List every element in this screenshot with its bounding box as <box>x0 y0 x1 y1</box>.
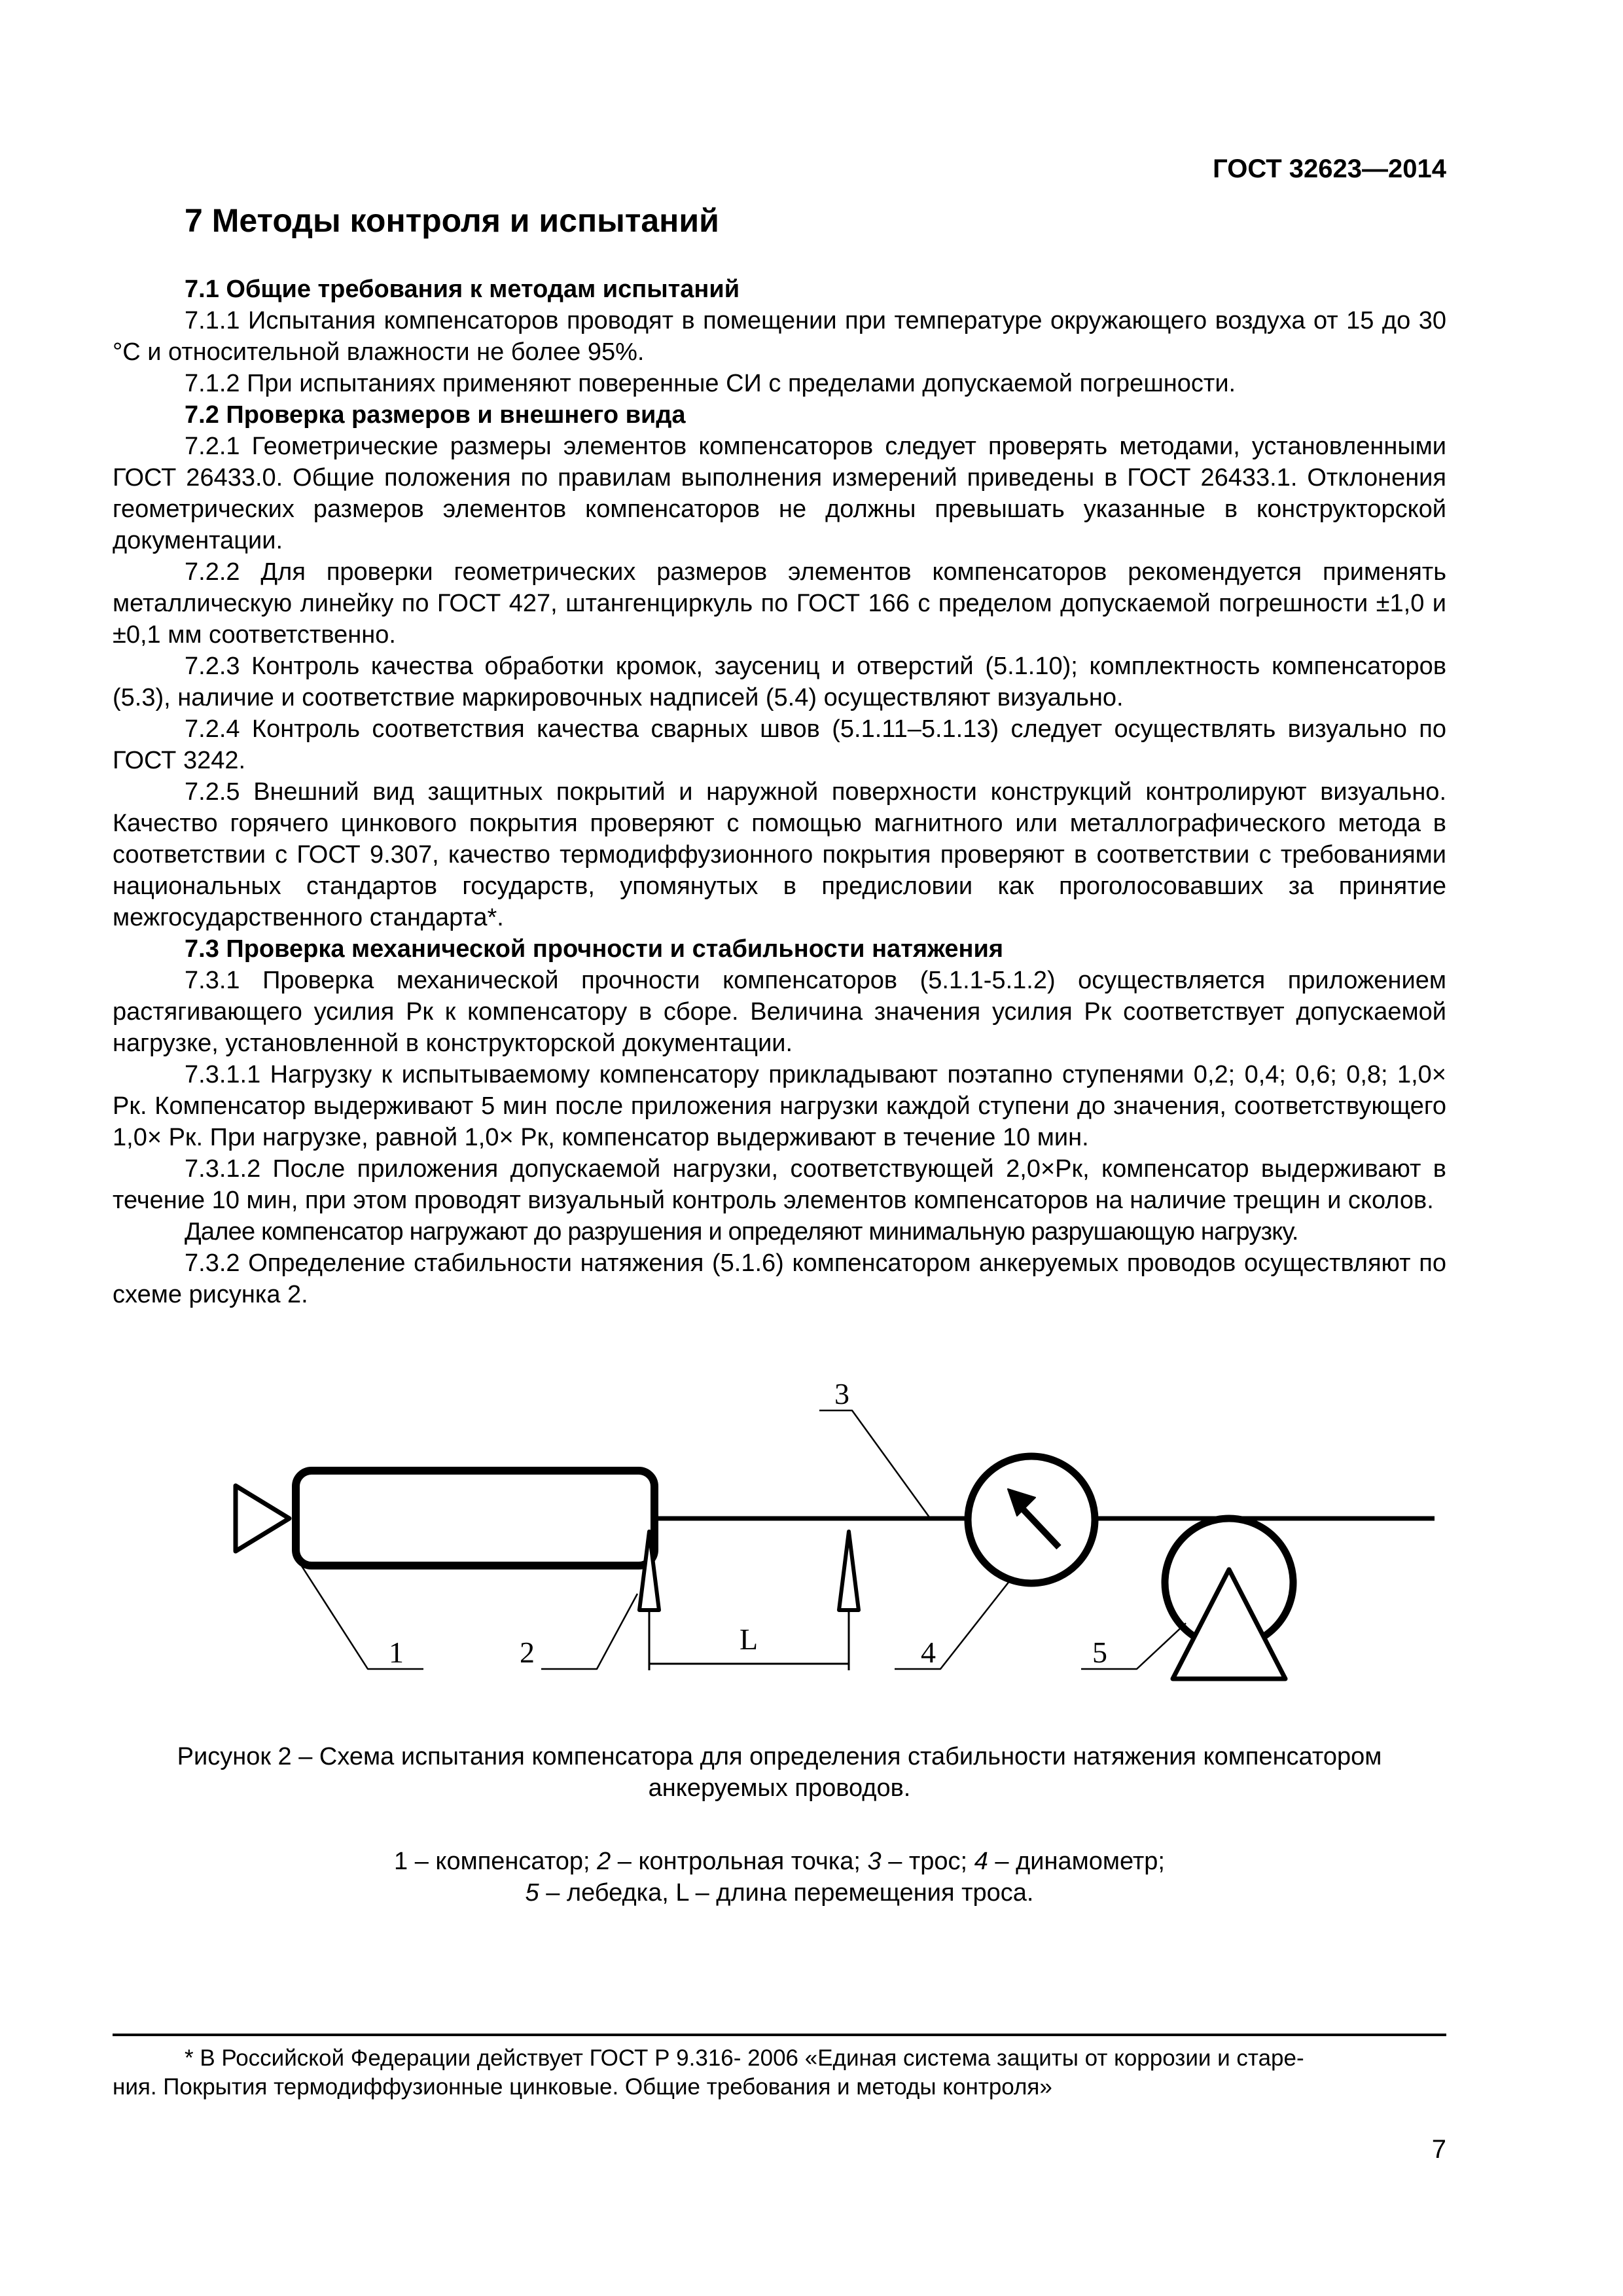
paragraph-7-3-1-1: 7.3.1.1 Нагрузку к испытываемому компенсатору прикладывают поэтапно ступенями 0,2; 0,4; 0,6; 0,8; 1,0× Pк. Компенсатор выдерживают 5 мин после приложения нагрузки каждой ступени до значения, соответствующего 1,0× Pк. При нагрузке, равной 1,0× Pк, компенсатор выдерживают в течение 10 мин. <box>113 1061 1446 1151</box>
document-id: ГОСТ 32623—2014 <box>1213 154 1446 183</box>
compensator-body <box>296 1471 654 1566</box>
paragraph-further: Далее компенсатор нагружают до разрушения и определяют минимальную разрушающую нагрузку. <box>185 1218 1298 1246</box>
paragraph-7-2-3: 7.2.3 Контроль качества обработки кромок, заусениц и отверстий (5.1.10); комплектность компенсаторов (5.3), наличие и соответствие маркировочных надписей (5.4) осуществляют визуально. <box>113 653 1446 711</box>
label-3: 3 <box>834 1377 849 1410</box>
body-text <box>113 274 1446 1310</box>
label-2: 2 <box>520 1636 535 1669</box>
figure-legend <box>113 1846 1446 1909</box>
label-1: 1 <box>389 1636 404 1669</box>
legend-line-2: 5 – лебедка, L – длина перемещения троса. <box>525 1879 1034 1907</box>
leader-3 <box>819 1410 929 1517</box>
leader-4 <box>895 1577 1012 1669</box>
paragraph-7-2-2: 7.2.2 Для проверки геометрических размеров элементов компенсаторов рекомендуется применять металлическую линейку по ГОСТ 427, штангенциркуль по ГОСТ 166 с пределом допускаемой погрешности ±1,0 и ±0,1 мм соответственно. <box>113 558 1446 649</box>
paragraph-7-2-1: 7.2.1 Геометрические размеры элементов компенсаторов следует проверять методами, установленными ГОСТ 26433.0. Общие положения по правилам выполнения измерений приведены в ГОСТ 26433.1. Отклонения геометрических размеров элементов компенсаторов не должны превышать указанные в конструкторской документации. <box>113 433 1446 554</box>
paragraph-7-2-5: 7.2.5 Внешний вид защитных покрытий и наружной поверхности конструкций контролируют визуально. Качество горячего цинкового покрытия проверяют с помощью магнитного или металлографического метода в соответствии с ГОСТ 9.307, качество термодиффузионного покрытия проверяют в соответствии с требованиями национальных стандартов государств, упомянутых в предисловии как проголосовавших за принятие межгосударственного стандарта*. <box>113 778 1446 931</box>
anchor-triangle <box>236 1486 289 1551</box>
footnote-line-2: ния. Покрытия термодиффузионные цинковые. Общие требования и методы контроля» <box>113 2074 1052 2100</box>
paragraph-7-1-2: 7.1.2 При испытаниях применяют поверенные СИ с пределами допускаемой погрешности. <box>185 370 1236 397</box>
heading-7-1: 7.1 Общие требования к методам испытаний <box>185 276 740 303</box>
paragraph-7-3-1: 7.3.1 Проверка механической прочности компенсаторов (5.1.1-5.1.2) осуществляется приложением растягивающего усилия Pк к компенсатору в сборе. Величина значения усилия Pк соответствует допускаемой нагрузке, установленной в конструкторской документации. <box>113 967 1446 1057</box>
paragraph-7-2-4: 7.2.4 Контроль соответствия качества сварных швов (5.1.11–5.1.13) следует осуществлять визуально по ГОСТ 3242. <box>113 715 1446 774</box>
leader-2 <box>541 1594 637 1669</box>
page-number: 7 <box>1431 2135 1446 2164</box>
heading-7-3: 7.3 Проверка механической прочности и стабильности натяжения <box>185 935 1004 963</box>
footnote <box>113 2044 1446 2102</box>
control-point-2 <box>839 1532 859 1610</box>
figure-caption: Рисунок 2 – Схема испытания компенсатора для определения стабильности натяжения компенсатором анкеруемых проводов. <box>177 1743 1382 1802</box>
label-5: 5 <box>1092 1636 1107 1669</box>
footnote-line-1: * В Российской Федерации действует ГОСТ Р 9.316- 2006 «Единая система защиты от коррозии и старе- <box>185 2045 1304 2071</box>
paragraph-7-3-1-2: 7.3.1.2 После приложения допускаемой нагрузки, соответствующей 2,0×Pк, компенсатор выдерживают в течение 10 мин, при этом проводят визуальный контроль элементов компенсаторов на наличие трещин и сколов. <box>113 1155 1446 1214</box>
paragraph-7-3-2: 7.3.2 Определение стабильности натяжения (5.1.6) компенсатором анкеруемых проводов осуществляют по схеме рисунка 2. <box>113 1249 1446 1308</box>
footnote-divider <box>113 2034 1446 2036</box>
paragraph-7-1-1: 7.1.1 Испытания компенсаторов проводят в помещении при температуре окружающего воздуха от 15 до 30 °С и относительной влажности не более 95%. <box>113 307 1446 366</box>
heading-7-2: 7.2 Проверка размеров и внешнего вида <box>185 401 686 429</box>
figure-2-diagram <box>113 1348 1448 1715</box>
label-4: 4 <box>921 1636 936 1669</box>
label-L: L <box>740 1623 758 1656</box>
leader-1 <box>298 1561 423 1669</box>
section-title: 7 Методы контроля и испытаний <box>185 202 719 239</box>
legend-line-1: 1 – компенсатор; 2 – контрольная точка; 3 – трос; 4 – динамометр; <box>394 1848 1165 1875</box>
